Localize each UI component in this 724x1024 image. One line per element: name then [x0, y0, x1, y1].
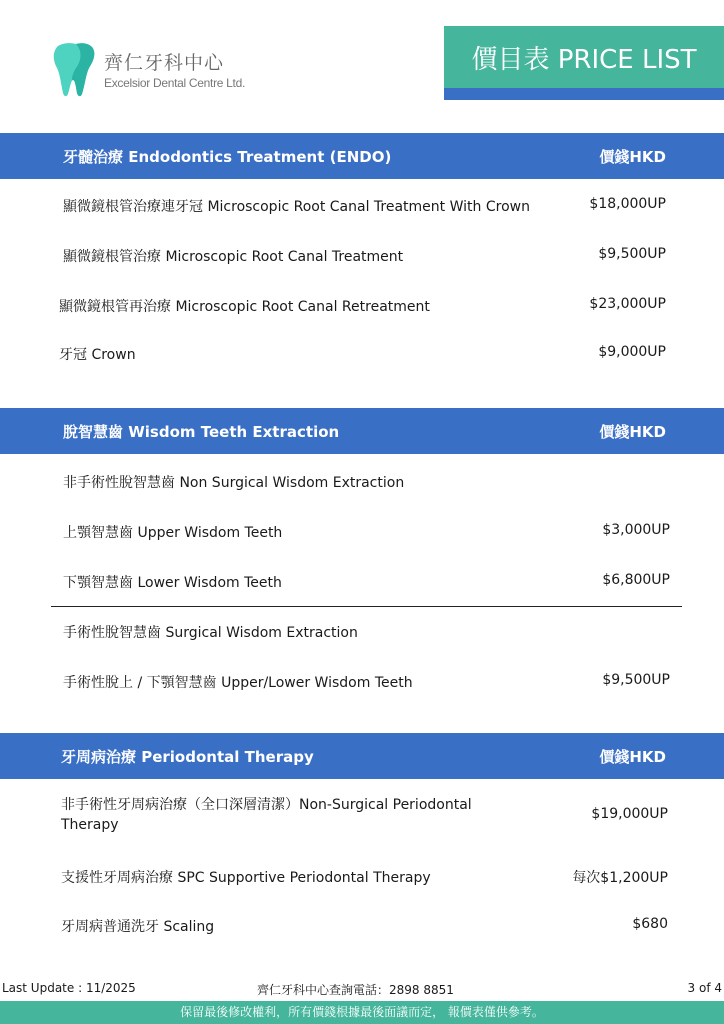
item-price: $9,500UP — [598, 246, 666, 262]
item-name: 顯微鏡根管治療連牙冠 Microscopic Root Canal Treatment With Crown — [63, 199, 530, 215]
item-price: $680 — [632, 916, 668, 932]
page-number: 3 of 4 — [687, 981, 722, 995]
item-name: 牙冠 Crown — [59, 347, 136, 363]
item-price: $6,800UP — [602, 572, 670, 588]
clinic-logo — [52, 42, 252, 102]
price-column-header: 價錢HKD — [599, 748, 666, 766]
section-header-wisdom — [0, 408, 724, 454]
logo-name-cn: 齊仁牙科中心 — [104, 52, 225, 74]
item-name: 非手術性牙周病治療（全口深層清潔）Non-Surgical Periodontal Therapy — [61, 797, 472, 833]
item-price: 每次$1,200UP — [572, 870, 668, 886]
disclaimer: 保留最後修改權利，所有價錢根據最後面議而定， 報價表僅供參考。 — [0, 1001, 724, 1024]
item-name: 手術性脫智慧齒 Surgical Wisdom Extraction — [63, 625, 358, 641]
title-accent-stripe — [444, 88, 724, 100]
section-title: 牙周病治療 Periodontal Therapy — [61, 748, 314, 766]
section-title: 脫智慧齒 Wisdom Teeth Extraction — [63, 423, 340, 441]
section-title: 牙髓治療 Endodontics Treatment (ENDO) — [63, 148, 392, 166]
item-name: 顯微鏡根管再治療 Microscopic Root Canal Retreatment — [59, 299, 430, 315]
last-update: Last Update : 11/2025 — [2, 981, 136, 995]
item-name: 非手術性脫智慧齒 Non Surgical Wisdom Extraction — [63, 475, 405, 491]
page-title: 價目表 PRICE LIST — [444, 26, 724, 88]
item-name: 上顎智慧齒 Upper Wisdom Teeth — [63, 525, 283, 541]
section-header-endo — [0, 133, 724, 179]
item-price: $9,000UP — [598, 344, 666, 360]
item-name: 手術性脫上 / 下顎智慧齒 Upper/Lower Wisdom Teeth — [63, 675, 413, 691]
item-name: 支援性牙周病治療 SPC Supportive Periodontal Therapy — [61, 870, 431, 886]
enquiry-phone: 齊仁牙科中心查詢電話：2898 8851 — [257, 983, 454, 997]
item-price: $19,000UP — [591, 806, 668, 822]
item-name: 顯微鏡根管治療 Microscopic Root Canal Treatment — [63, 249, 404, 265]
item-price: $23,000UP — [589, 296, 666, 312]
price-column-header: 價錢HKD — [599, 423, 666, 441]
divider — [51, 606, 682, 607]
section-header-periodontal — [0, 733, 724, 779]
item-name: 下顎智慧齒 Lower Wisdom Teeth — [63, 575, 282, 591]
price-column-header: 價錢HKD — [599, 148, 666, 166]
item-price: $9,500UP — [602, 672, 670, 688]
logo-name-en: Excelsior Dental Centre Ltd. — [104, 76, 246, 90]
item-price: $18,000UP — [589, 196, 666, 212]
tooth-logo-icon — [52, 42, 96, 98]
item-price: $3,000UP — [602, 522, 670, 538]
item-name: 牙周病普通洗牙 Scaling — [61, 919, 215, 935]
